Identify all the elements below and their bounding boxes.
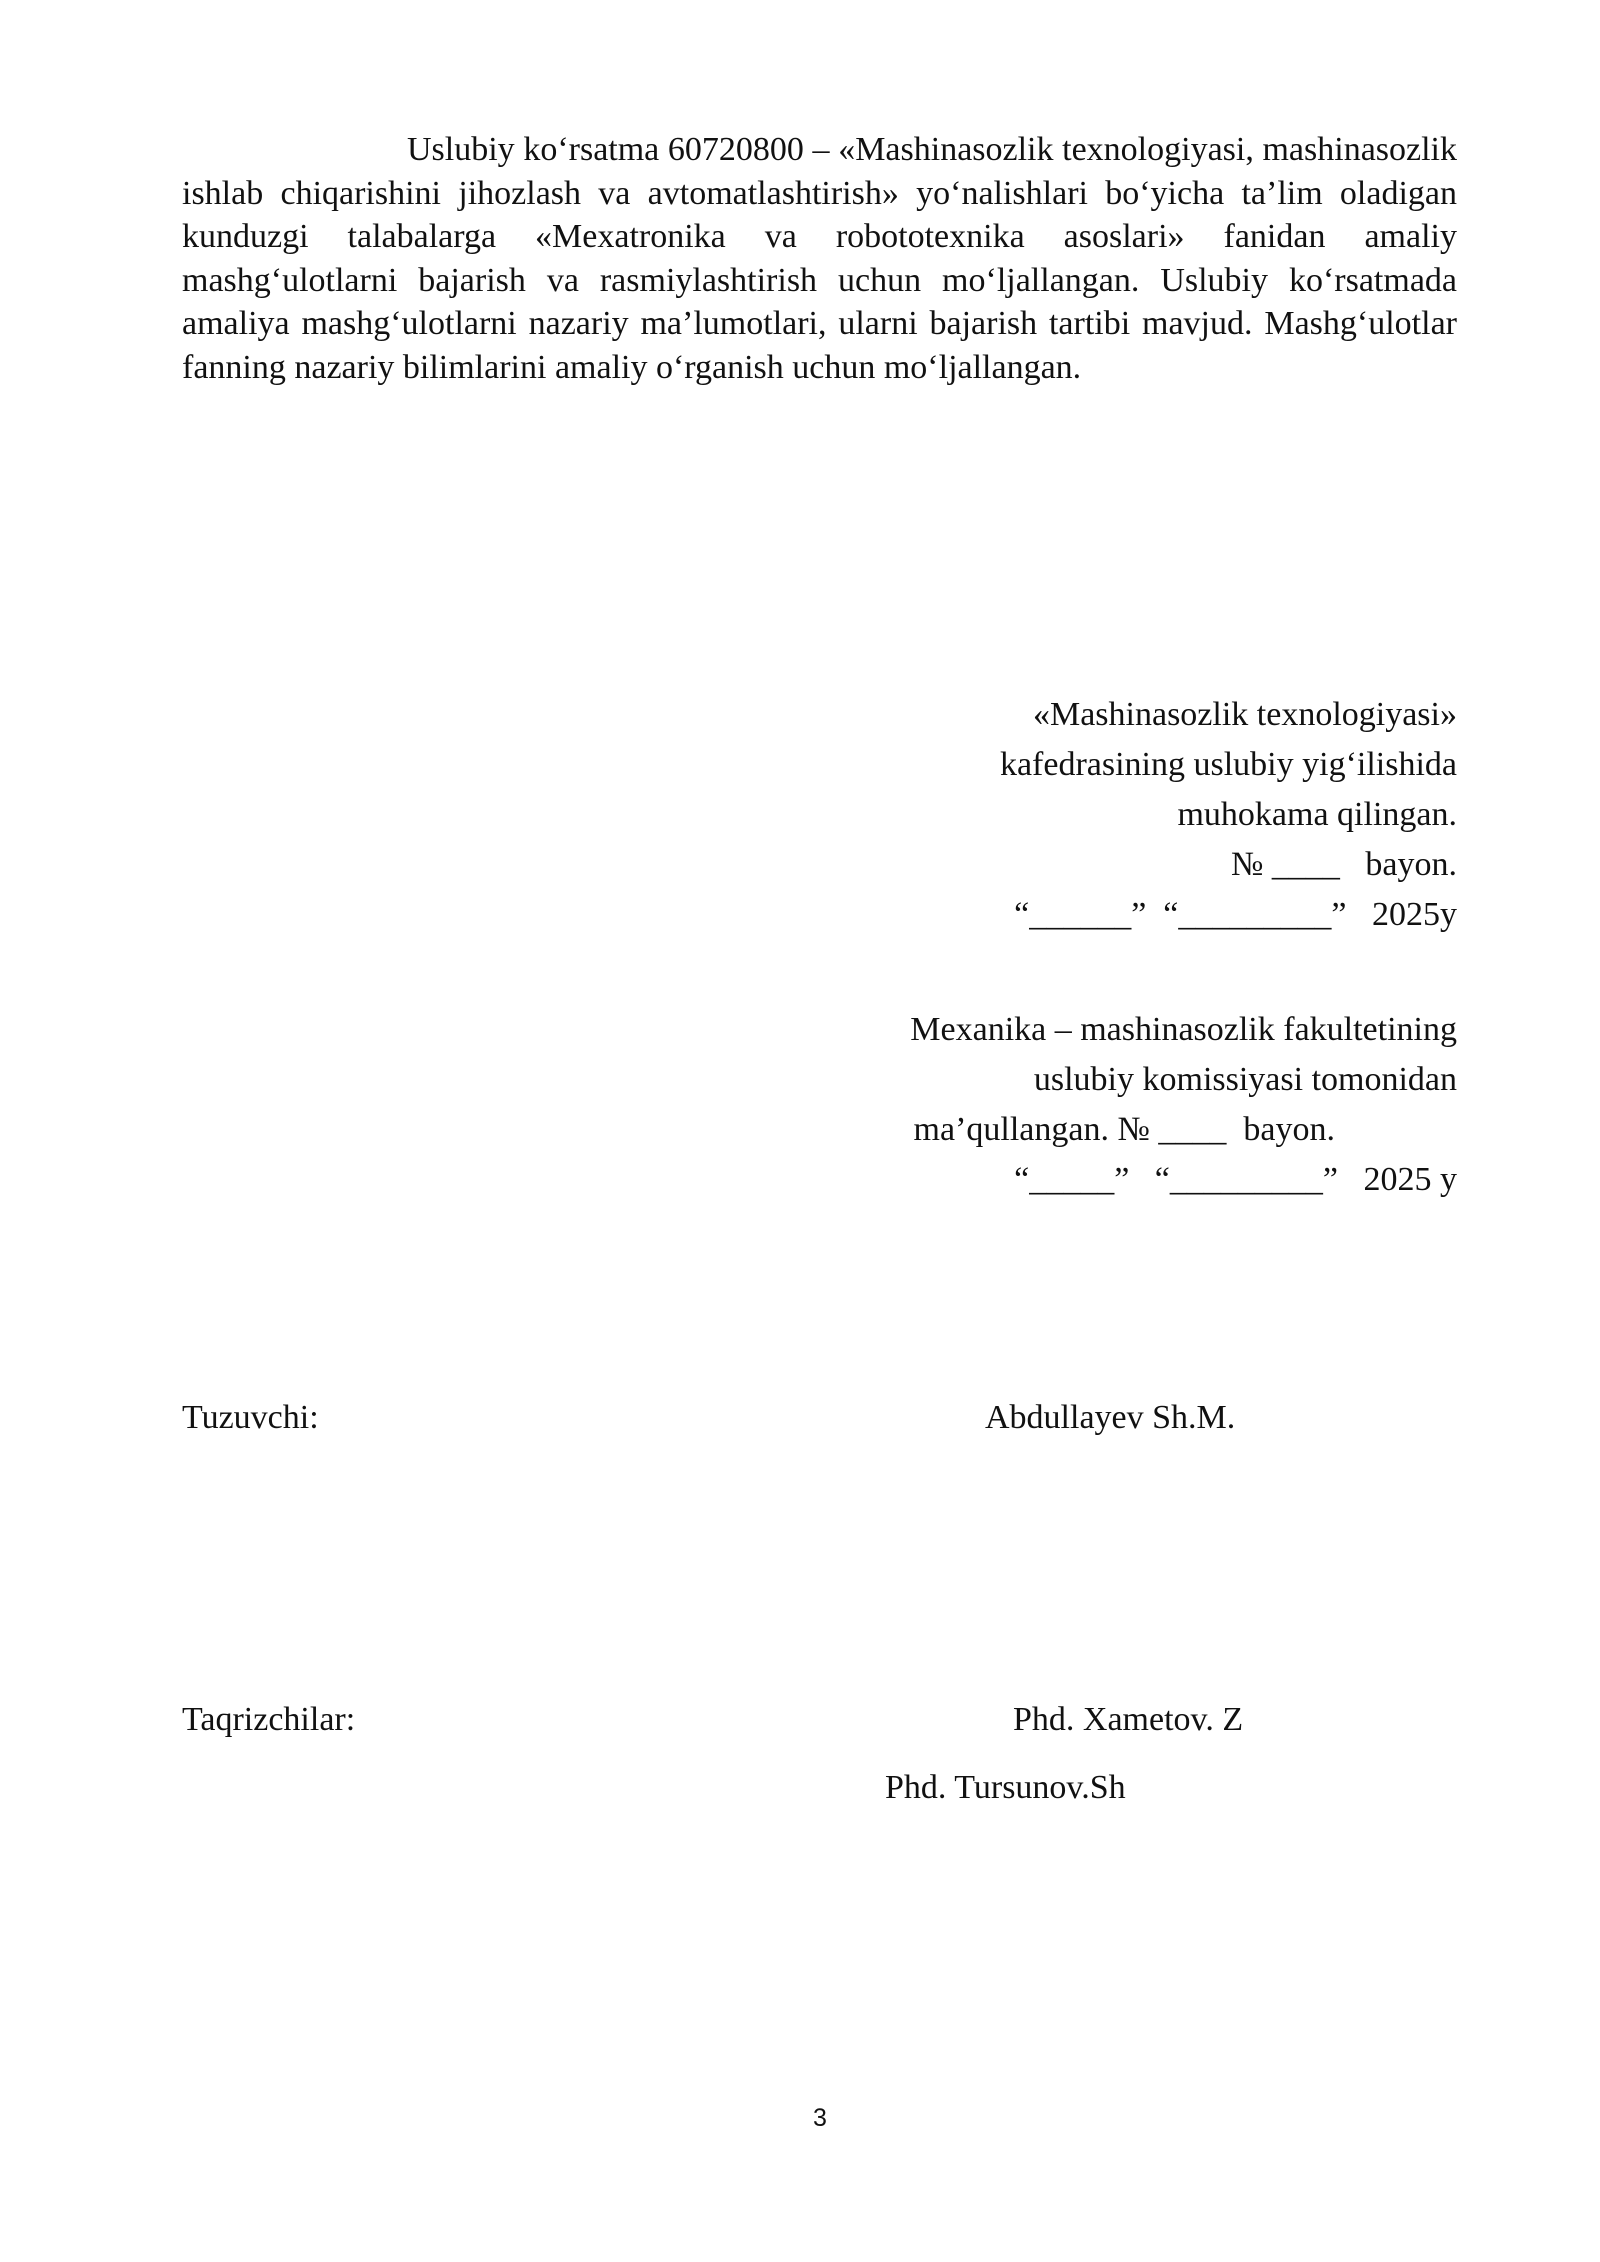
faculty-approval-line: uslubiy komissiyasi tomonidan xyxy=(1033,1061,1457,1098)
department-approval-protocol-number: № ____ bayon. xyxy=(1230,846,1457,883)
department-approval-line: muhokama qilingan. xyxy=(1177,796,1457,833)
department-approval-block xyxy=(1000,690,1457,940)
faculty-approval-line: Mexanika – mashinasozlik fakultetining xyxy=(910,1011,1457,1048)
faculty-approval-date: “_____” “_________” 2025 y xyxy=(1014,1161,1457,1198)
department-approval-date: “______” “_________” 2025y xyxy=(1014,896,1457,933)
department-approval-line: «Mashinasozlik texnologiyasi» xyxy=(1032,696,1457,733)
faculty-approval-protocol-number: ma’qullangan. № ____ bayon. xyxy=(913,1111,1335,1148)
page-number: 3 xyxy=(813,2104,827,2132)
author-label: Tuzuvchi: xyxy=(182,1399,319,1436)
reviewers-label: Taqrizchilar: xyxy=(182,1701,356,1738)
reviewer-name: Phd. Xametov. Z xyxy=(1013,1701,1244,1738)
intro-paragraph: Uslubiy ko‘rsatma 60720800 – «Mashinasozlik texnologiyasi, mashinasozlik ishlab chiqarishini jihozlash va avtomatlashtirish» yo‘nalishlari bo‘yicha ta’lim oladigan kunduzgi talabalarga «Mexatronika va robototexnika asoslari» fanidan amaliy mashg‘ulotlarni bajarish va rasmiylashtirish uchun mo‘ljallangan. Uslubiy ko‘rsatmada amaliya mashg‘ulotlarni nazariy ma’lumotlari, ularni bajarish tartibi mavjud. Mashg‘ulotlar fanning nazariy bilimlarini amaliy o‘rganish uchun mo‘ljallangan. xyxy=(182,131,1457,386)
department-approval-line: kafedrasining uslubiy yig‘ilishida xyxy=(999,746,1457,783)
author-name: Abdullayev Sh.M. xyxy=(985,1399,1236,1436)
faculty-approval-block xyxy=(910,1005,1457,1205)
reviewer-name: Phd. Tursunov.Sh xyxy=(885,1769,1126,1806)
